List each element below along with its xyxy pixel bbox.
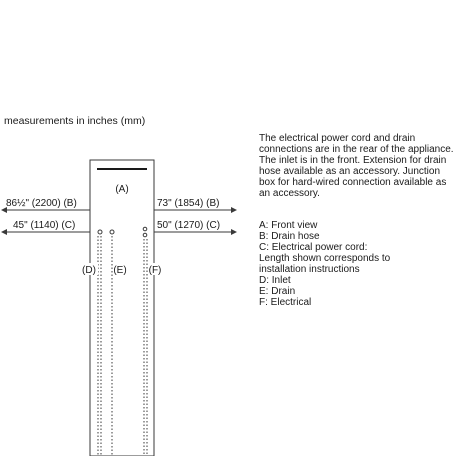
left-lower-dimension-label: 45" (1140) (C) (13, 220, 76, 231)
drain-connection-point (110, 230, 114, 234)
inlet-connection-point (98, 230, 102, 234)
drain-label: (E) (113, 265, 127, 276)
electrical-connection-point-lower (143, 233, 147, 237)
electrical-connection-point-upper (143, 227, 147, 231)
electrical-label: (F) (148, 265, 162, 276)
legend-item-f: F: Electrical (259, 297, 312, 308)
legend-item-a: A: Front view (259, 220, 318, 231)
legend-list (259, 220, 455, 308)
legend-item-b: B: Drain hose (259, 231, 320, 242)
legend-item-d: D: Inlet (259, 275, 291, 286)
description-text: The electrical power cord and drain connections are in the rear of the appliance. The inlet is in the front. Extension for drain hose available as an accessory. Junction box for hard-wired connection available as an accessory. (259, 133, 454, 199)
legend-item-c-continued-2: installation instructions (259, 264, 360, 275)
legend-item-c: C: Electrical power cord: (259, 242, 368, 253)
legend-item-c-continued-1: Length shown corresponds to (259, 253, 391, 264)
left-upper-dimension-label: 86½" (2200) (B) (6, 198, 77, 209)
right-lower-dimension-label: 50" (1270) (C) (157, 220, 221, 231)
right-upper-dimension-label: 73" (1854) (B) (157, 198, 220, 209)
measurements-heading: measurements in inches (mm) (4, 115, 146, 127)
legend-item-e: E: Drain (259, 286, 296, 297)
inlet-label: (D) (82, 265, 96, 276)
appliance-label: (A) (115, 184, 129, 195)
